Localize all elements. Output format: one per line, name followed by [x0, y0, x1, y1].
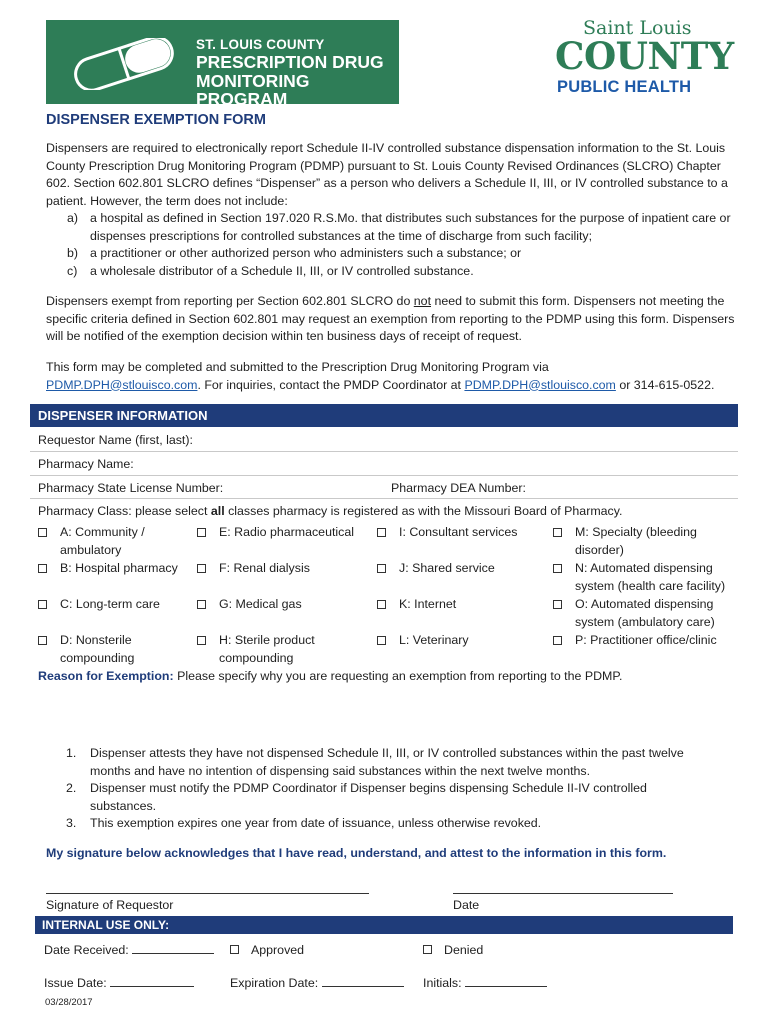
class-instruction-post: classes pharmacy is registered as with the Missouri Board of Pharmacy.: [224, 504, 623, 518]
checkbox-icon[interactable]: [377, 636, 386, 645]
checkbox-icon[interactable]: [38, 600, 47, 609]
checkbox-icon[interactable]: [38, 636, 47, 645]
class-checkbox-p[interactable]: [553, 632, 717, 650]
intro-paragraph: Dispensers are required to electronically report Schedule II-IV controlled substance dispensation information to the St. Louis County Prescription Drug Monitoring Program (PDMP) pursuant to St. Louis County Revised Ordinances (SLCRO) Chapter 602. Section 602.801 SLCRO defines “Dispenser” as a person who delivers a Schedule II, III, or IV controlled substance to a patient. However, the term does not include:: [46, 141, 728, 208]
reason-instruction: Please specify why you are requesting an exemption from reporting to the PDMP.: [173, 669, 623, 683]
class-checkbox-b[interactable]: [38, 560, 178, 578]
attest-statement: My signature below acknowledges that I have read, understand, and attest to the information in this form.: [46, 846, 667, 860]
requestor-name-field[interactable]: [30, 429, 738, 452]
class-option-label: E: Radio pharmaceutical: [219, 525, 354, 539]
class-checkbox-d[interactable]: [38, 632, 134, 667]
checkbox-icon[interactable]: [197, 636, 206, 645]
list-item-text: a practitioner or other authorized person who administers such a substance; or: [90, 246, 522, 260]
intro-section: [46, 140, 736, 280]
class-checkbox-c[interactable]: [38, 596, 160, 614]
checkbox-icon[interactable]: [423, 945, 432, 954]
form-title: DISPENSER EXEMPTION FORM: [46, 112, 266, 128]
checkbox-icon[interactable]: [230, 945, 239, 954]
license-row: [30, 476, 738, 499]
submission-text-mid: . For inquiries, contact the PMDP Coordinator at: [197, 377, 465, 392]
list-item: [66, 780, 706, 815]
date-received-label: Date Received:: [44, 943, 129, 957]
class-checkbox-e[interactable]: [197, 524, 354, 542]
list-item: [66, 745, 706, 780]
list-item-label: a): [67, 211, 79, 225]
class-checkbox-l[interactable]: [377, 632, 469, 650]
approved-label: Approved: [251, 943, 305, 957]
checkbox-icon[interactable]: [553, 636, 562, 645]
reason-label: Reason for Exemption:: [38, 669, 174, 683]
initials-blank[interactable]: [465, 975, 547, 987]
logo-public-health: PUBLIC HEALTH: [557, 78, 692, 96]
signature-label: Signature of Requestor: [46, 898, 174, 912]
list-item-text: This exemption expires one year from date of issuance, unless otherwise revoked.: [90, 816, 542, 830]
exempt-text-post: need to submit this form. Dispensers not meeting the specific criteria defined in Section 602.801 may request an exemption from reporting to the PDMP using this form. Dispensers will be notified of the exemption decision within ten business days of receipt of request.: [46, 294, 735, 343]
email-link-submit[interactable]: PDMP.DPH@stlouisco.com: [46, 377, 198, 392]
attestation-list: [66, 745, 706, 833]
class-instruction-bold: all: [210, 504, 225, 518]
list-item-number: 1.: [66, 746, 77, 760]
logo-county: COUNTY: [555, 34, 734, 78]
checkbox-icon[interactable]: [197, 528, 206, 537]
initials-field[interactable]: [423, 975, 547, 993]
list-item-text: a hospital as defined in Section 197.020 R.S.Mo. that distributes such substances for the purpose of inpatient care or dispenses prescriptions for controlled substances at the time of discharge from such facility;: [90, 211, 731, 243]
list-item: [66, 815, 706, 833]
denied-option[interactable]: [423, 942, 483, 960]
class-option-label: P: Practitioner office/clinic: [575, 633, 717, 647]
list-item-text: Dispenser attests they have not dispensed Schedule II, III, or IV controlled substances within the past twelve months and have no intention of dispensing said substances within the next twelve months.: [90, 746, 684, 778]
pdmp-logo: [46, 20, 399, 109]
date-received-blank[interactable]: [132, 942, 214, 954]
list-item-label: b): [67, 246, 79, 260]
class-option-label: B: Hospital pharmacy: [60, 561, 178, 575]
internal-use-heading: INTERNAL USE ONLY:: [35, 916, 733, 934]
expiration-date-label: Expiration Date:: [230, 976, 319, 990]
checkbox-icon[interactable]: [377, 528, 386, 537]
submission-text-pre: This form may be completed and submitted to the Prescription Drug Monitoring Program via: [46, 360, 549, 374]
class-option-label: H: Sterile product compounding: [219, 633, 315, 665]
list-item: [67, 263, 736, 281]
class-option-label: D: Nonsterile compounding: [60, 633, 135, 665]
class-checkbox-i[interactable]: [377, 524, 517, 542]
dispenser-info-heading: DISPENSER INFORMATION: [30, 404, 738, 427]
expiration-date-field[interactable]: [230, 975, 404, 993]
class-option-label: J: Shared service: [399, 561, 495, 575]
list-item-number: 2.: [66, 781, 77, 795]
checkbox-icon[interactable]: [38, 564, 47, 573]
checkbox-icon[interactable]: [553, 600, 562, 609]
class-option-label: A: Community / ambulatory: [60, 525, 145, 557]
pharmacy-class-row: [30, 499, 738, 522]
requestor-name-label: Requestor Name (first, last):: [38, 433, 193, 447]
class-option-label: O: Automated dispensing system (ambulatory care): [575, 597, 715, 629]
list-item: [67, 210, 736, 245]
license-number-field[interactable]: Pharmacy State License Number:: [38, 481, 224, 495]
dea-number-field[interactable]: Pharmacy DEA Number:: [391, 481, 526, 495]
list-item-label: c): [67, 263, 78, 278]
list-item-text: Dispenser must notify the PDMP Coordinator if Dispenser begins dispensing Schedule II-IV controlled substances.: [90, 781, 647, 813]
logo-line-1: ST. LOUIS COUNTY: [196, 37, 325, 52]
approved-option[interactable]: [230, 942, 304, 960]
list-item-number: 3.: [66, 816, 77, 830]
checkbox-icon[interactable]: [553, 528, 562, 537]
list-item: [67, 245, 736, 263]
pharmacy-name-field[interactable]: [30, 452, 738, 476]
logo-line-3: MONITORING PROGRAM: [196, 71, 310, 109]
date-input[interactable]: [453, 893, 673, 894]
class-checkbox-a[interactable]: [38, 524, 145, 559]
checkbox-icon[interactable]: [197, 564, 206, 573]
class-option-label: F: Renal dialysis: [219, 561, 310, 575]
class-option-label: M: Specialty (bleeding disorder): [575, 525, 697, 557]
initials-label: Initials:: [423, 976, 462, 990]
class-option-label: C: Long-term care: [60, 597, 160, 611]
class-instruction-pre: Pharmacy Class: please select: [38, 504, 211, 518]
list-item-text: a wholesale distributor of a Schedule II, III, or IV controlled substance.: [90, 263, 474, 278]
exempt-text-pre: Dispensers exempt from reporting per Section 602.801 SLCRO do: [46, 294, 414, 308]
class-option-label: G: Medical gas: [219, 597, 302, 611]
public-health-logo: [555, 17, 734, 103]
class-checkbox-f[interactable]: [197, 560, 310, 578]
checkbox-icon[interactable]: [38, 528, 47, 537]
class-checkbox-k[interactable]: [377, 596, 456, 614]
class-checkbox-m[interactable]: [553, 524, 697, 559]
capsule-icon: [66, 38, 181, 90]
logo-line-2: PRESCRIPTION DRUG: [196, 52, 384, 72]
class-option-label: I: Consultant services: [399, 525, 518, 539]
logo-saint-louis: Saint Louis: [583, 17, 692, 39]
issue-date-blank[interactable]: [110, 975, 194, 987]
checkbox-icon[interactable]: [377, 564, 386, 573]
revision-date: 03/28/2017: [45, 997, 93, 1008]
email-link-coordinator[interactable]: PDMP.DPH@stlouisco.com: [464, 377, 616, 392]
pharmacy-name-label: Pharmacy Name:: [38, 457, 134, 471]
class-checkbox-g[interactable]: [197, 596, 302, 614]
exempt-paragraph: [46, 293, 736, 346]
exempt-text-emphasis: not: [413, 294, 432, 308]
exclusion-list: [67, 210, 736, 280]
submission-text-post: or 314-615-0522.: [615, 377, 715, 392]
checkbox-icon[interactable]: [377, 600, 386, 609]
denied-label: Denied: [444, 943, 484, 957]
class-option-label: N: Automated dispensing system (health care facility): [575, 561, 726, 593]
reason-for-exemption-field[interactable]: [38, 668, 622, 686]
checkbox-icon[interactable]: [553, 564, 562, 573]
class-checkbox-o[interactable]: [553, 596, 715, 631]
date-received-field[interactable]: [44, 942, 214, 960]
checkbox-icon[interactable]: [197, 600, 206, 609]
class-checkbox-n[interactable]: [553, 560, 725, 595]
class-checkbox-h[interactable]: [197, 632, 315, 667]
issue-date-label: Issue Date:: [44, 976, 107, 990]
expiration-date-blank[interactable]: [322, 975, 404, 987]
submission-paragraph: [46, 359, 736, 394]
signature-input[interactable]: [46, 893, 369, 894]
class-checkbox-j[interactable]: [377, 560, 495, 578]
class-option-label: K: Internet: [399, 597, 457, 611]
issue-date-field[interactable]: [44, 975, 194, 993]
date-label: Date: [453, 898, 480, 912]
class-option-label: L: Veterinary: [399, 633, 469, 647]
